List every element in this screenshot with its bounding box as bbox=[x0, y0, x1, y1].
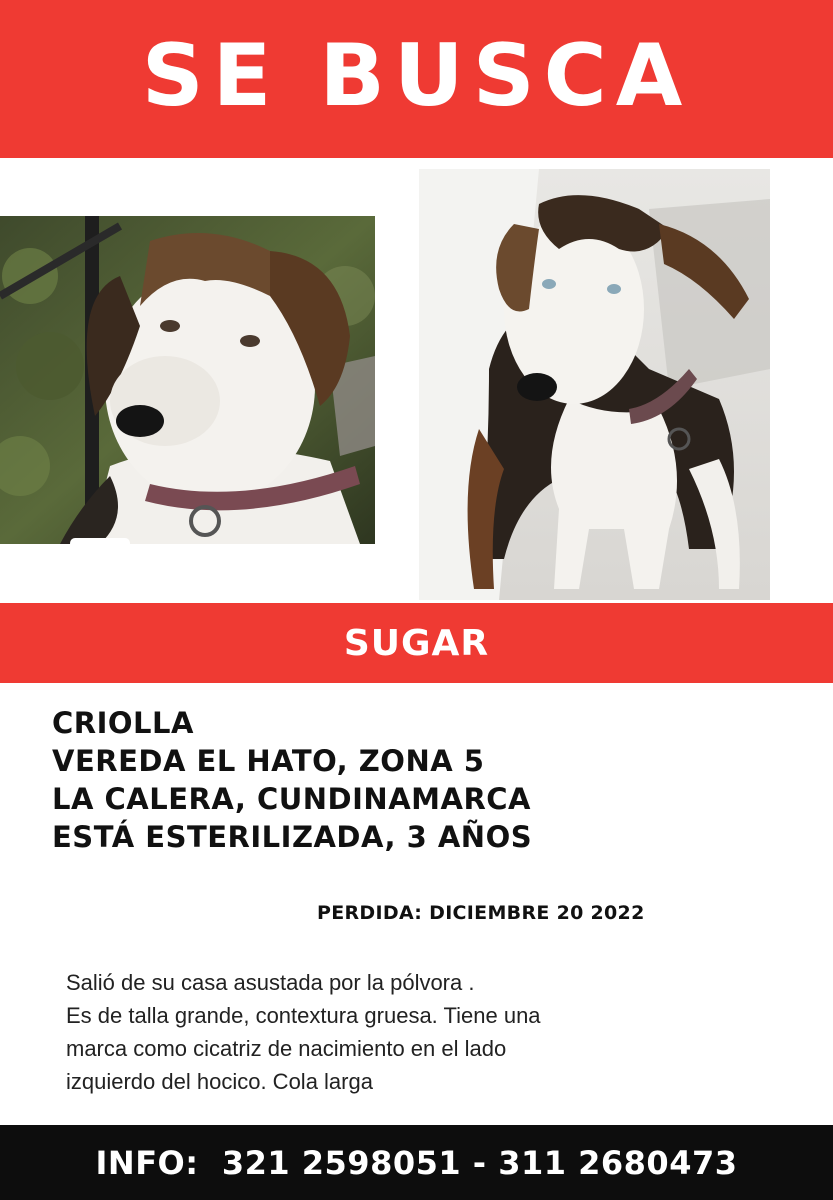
poster-title: SE BUSCA bbox=[141, 26, 692, 126]
dog-photo-closeup bbox=[0, 216, 375, 544]
pet-name: SUGAR bbox=[343, 622, 490, 664]
pet-description bbox=[66, 966, 766, 1098]
detail-status-age: ESTÁ ESTERILIZADA, 3 AÑOS bbox=[52, 820, 533, 854]
contact-info: INFO: 321 2598051 - 311 2680473 bbox=[95, 1143, 738, 1182]
detail-city: LA CALERA, CUNDINAMARCA bbox=[52, 782, 531, 816]
description-line: marca como cicatriz de nacimiento en el lado bbox=[66, 1036, 507, 1061]
description-line: izquierdo del hocico. Cola larga bbox=[66, 1069, 373, 1094]
detail-location: VEREDA EL HATO, ZONA 5 bbox=[52, 744, 485, 778]
detail-breed: CRIOLLA bbox=[52, 706, 194, 740]
description-line: Salió de su casa asustada por la pólvora . bbox=[66, 970, 475, 995]
dog-photo-full-body bbox=[419, 169, 770, 600]
header-banner bbox=[0, 0, 833, 158]
pet-name-banner bbox=[0, 603, 833, 683]
contact-footer bbox=[0, 1125, 833, 1200]
description-line: Es de talla grande, contextura gruesa. Tiene una bbox=[66, 1003, 541, 1028]
pet-details bbox=[52, 704, 792, 856]
lost-date: PERDIDA: DICIEMBRE 20 2022 bbox=[317, 902, 645, 924]
